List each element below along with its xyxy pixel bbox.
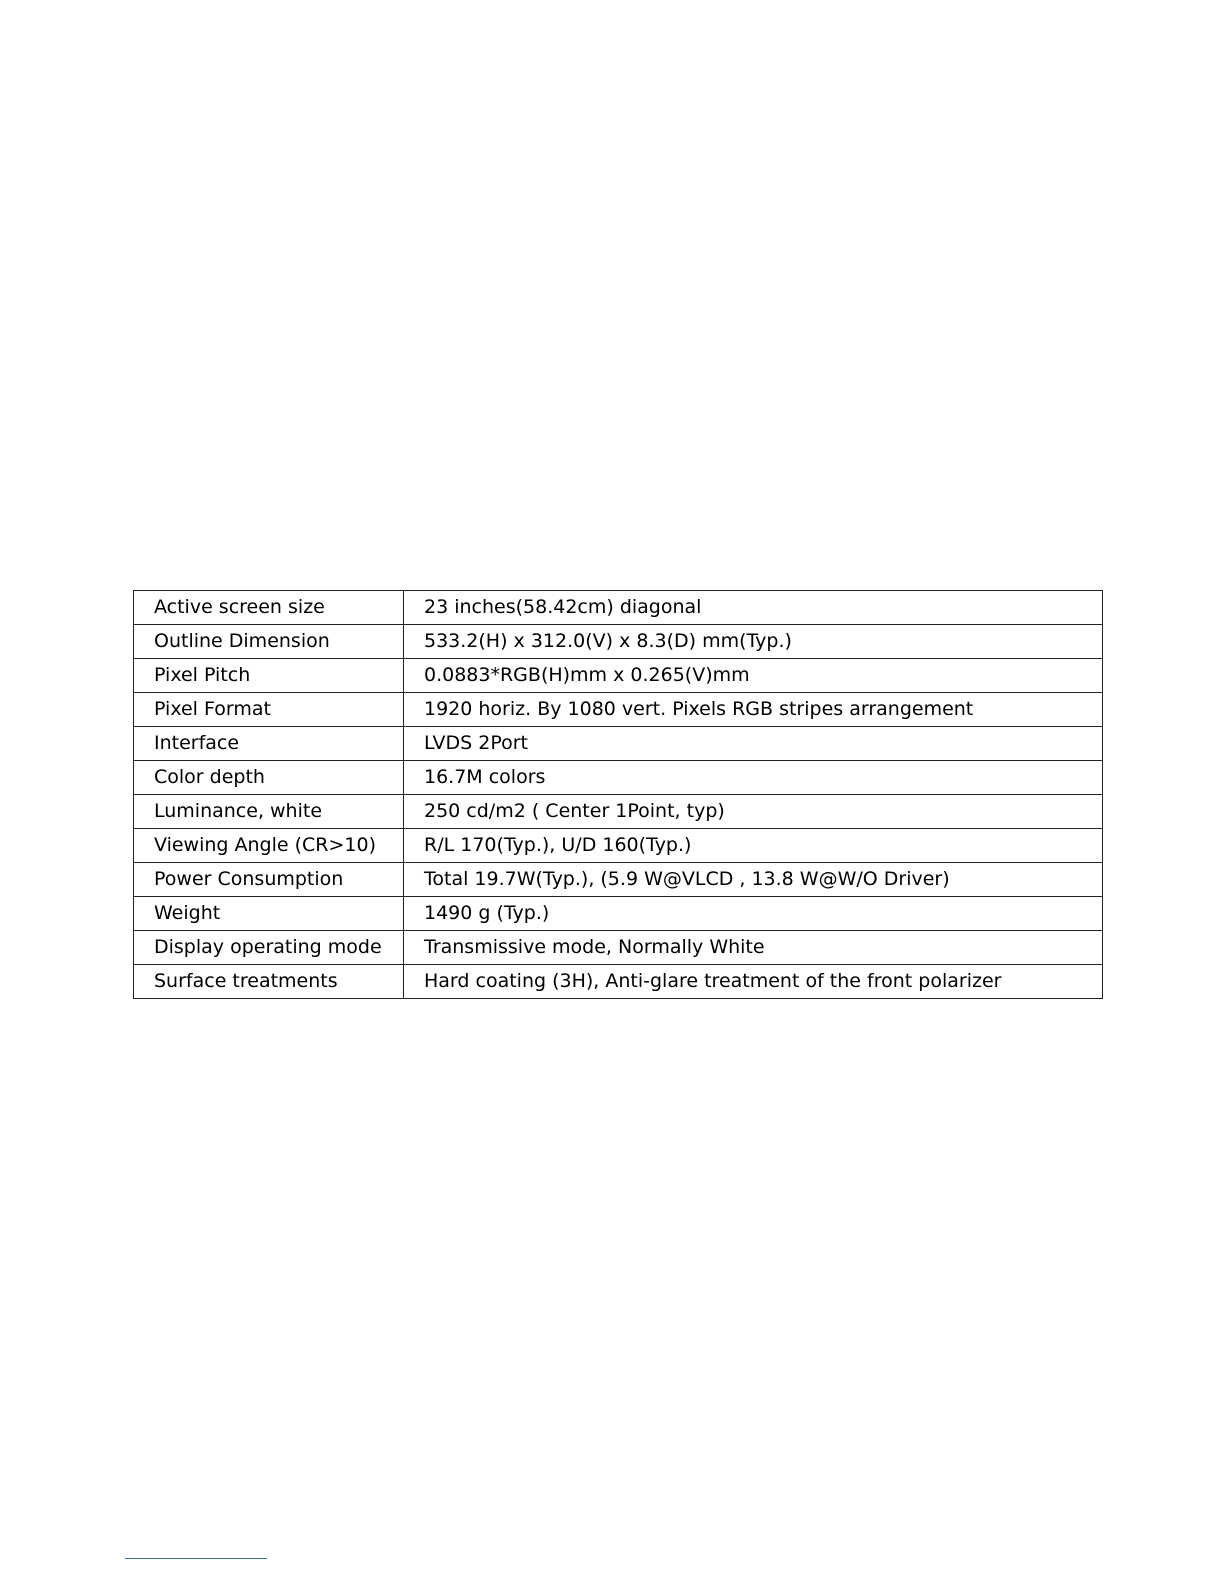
spec-label: Luminance, white [134,795,404,829]
table-row [134,625,1103,659]
spec-label: Interface [134,727,404,761]
spec-label: Active screen size [134,591,404,625]
spec-label: Outline Dimension [134,625,404,659]
spec-value: 16.7M colors [404,761,1103,795]
table-row [134,965,1103,999]
table-row [134,931,1103,965]
spec-value: 23 inches(58.42cm) diagonal [404,591,1103,625]
spec-label: Pixel Pitch [134,659,404,693]
spec-table [133,590,1103,999]
table-row [134,693,1103,727]
spec-label: Color depth [134,761,404,795]
spec-label: Weight [134,897,404,931]
spec-value: 0.0883*RGB(H)mm x 0.265(V)mm [404,659,1103,693]
spec-value: 1490 g (Typ.) [404,897,1103,931]
spec-label: Power Consumption [134,863,404,897]
table-row [134,829,1103,863]
table-row [134,795,1103,829]
spec-value: 1920 horiz. By 1080 vert. Pixels RGB stripes arrangement [404,693,1103,727]
spec-value: R/L 170(Typ.), U/D 160(Typ.) [404,829,1103,863]
spec-value: LVDS 2Port [404,727,1103,761]
spec-value: Hard coating (3H), Anti-glare treatment of the front polarizer [404,965,1103,999]
spec-value: Total 19.7W(Typ.), (5.9 W@VLCD , 13.8 W@W/O Driver) [404,863,1103,897]
table-row [134,761,1103,795]
table-row [134,897,1103,931]
spec-value: Transmissive mode, Normally White [404,931,1103,965]
spec-value: 533.2(H) x 312.0(V) x 8.3(D) mm(Typ.) [404,625,1103,659]
spec-value: 250 cd/m2 ( Center 1Point, typ) [404,795,1103,829]
spec-label: Display operating mode [134,931,404,965]
spec-label: Viewing Angle (CR>10) [134,829,404,863]
table-row [134,727,1103,761]
table-row [134,659,1103,693]
table-row [134,591,1103,625]
spec-label: Pixel Format [134,693,404,727]
footnote-separator [125,1558,267,1559]
table-row [134,863,1103,897]
spec-label: Surface treatments [134,965,404,999]
